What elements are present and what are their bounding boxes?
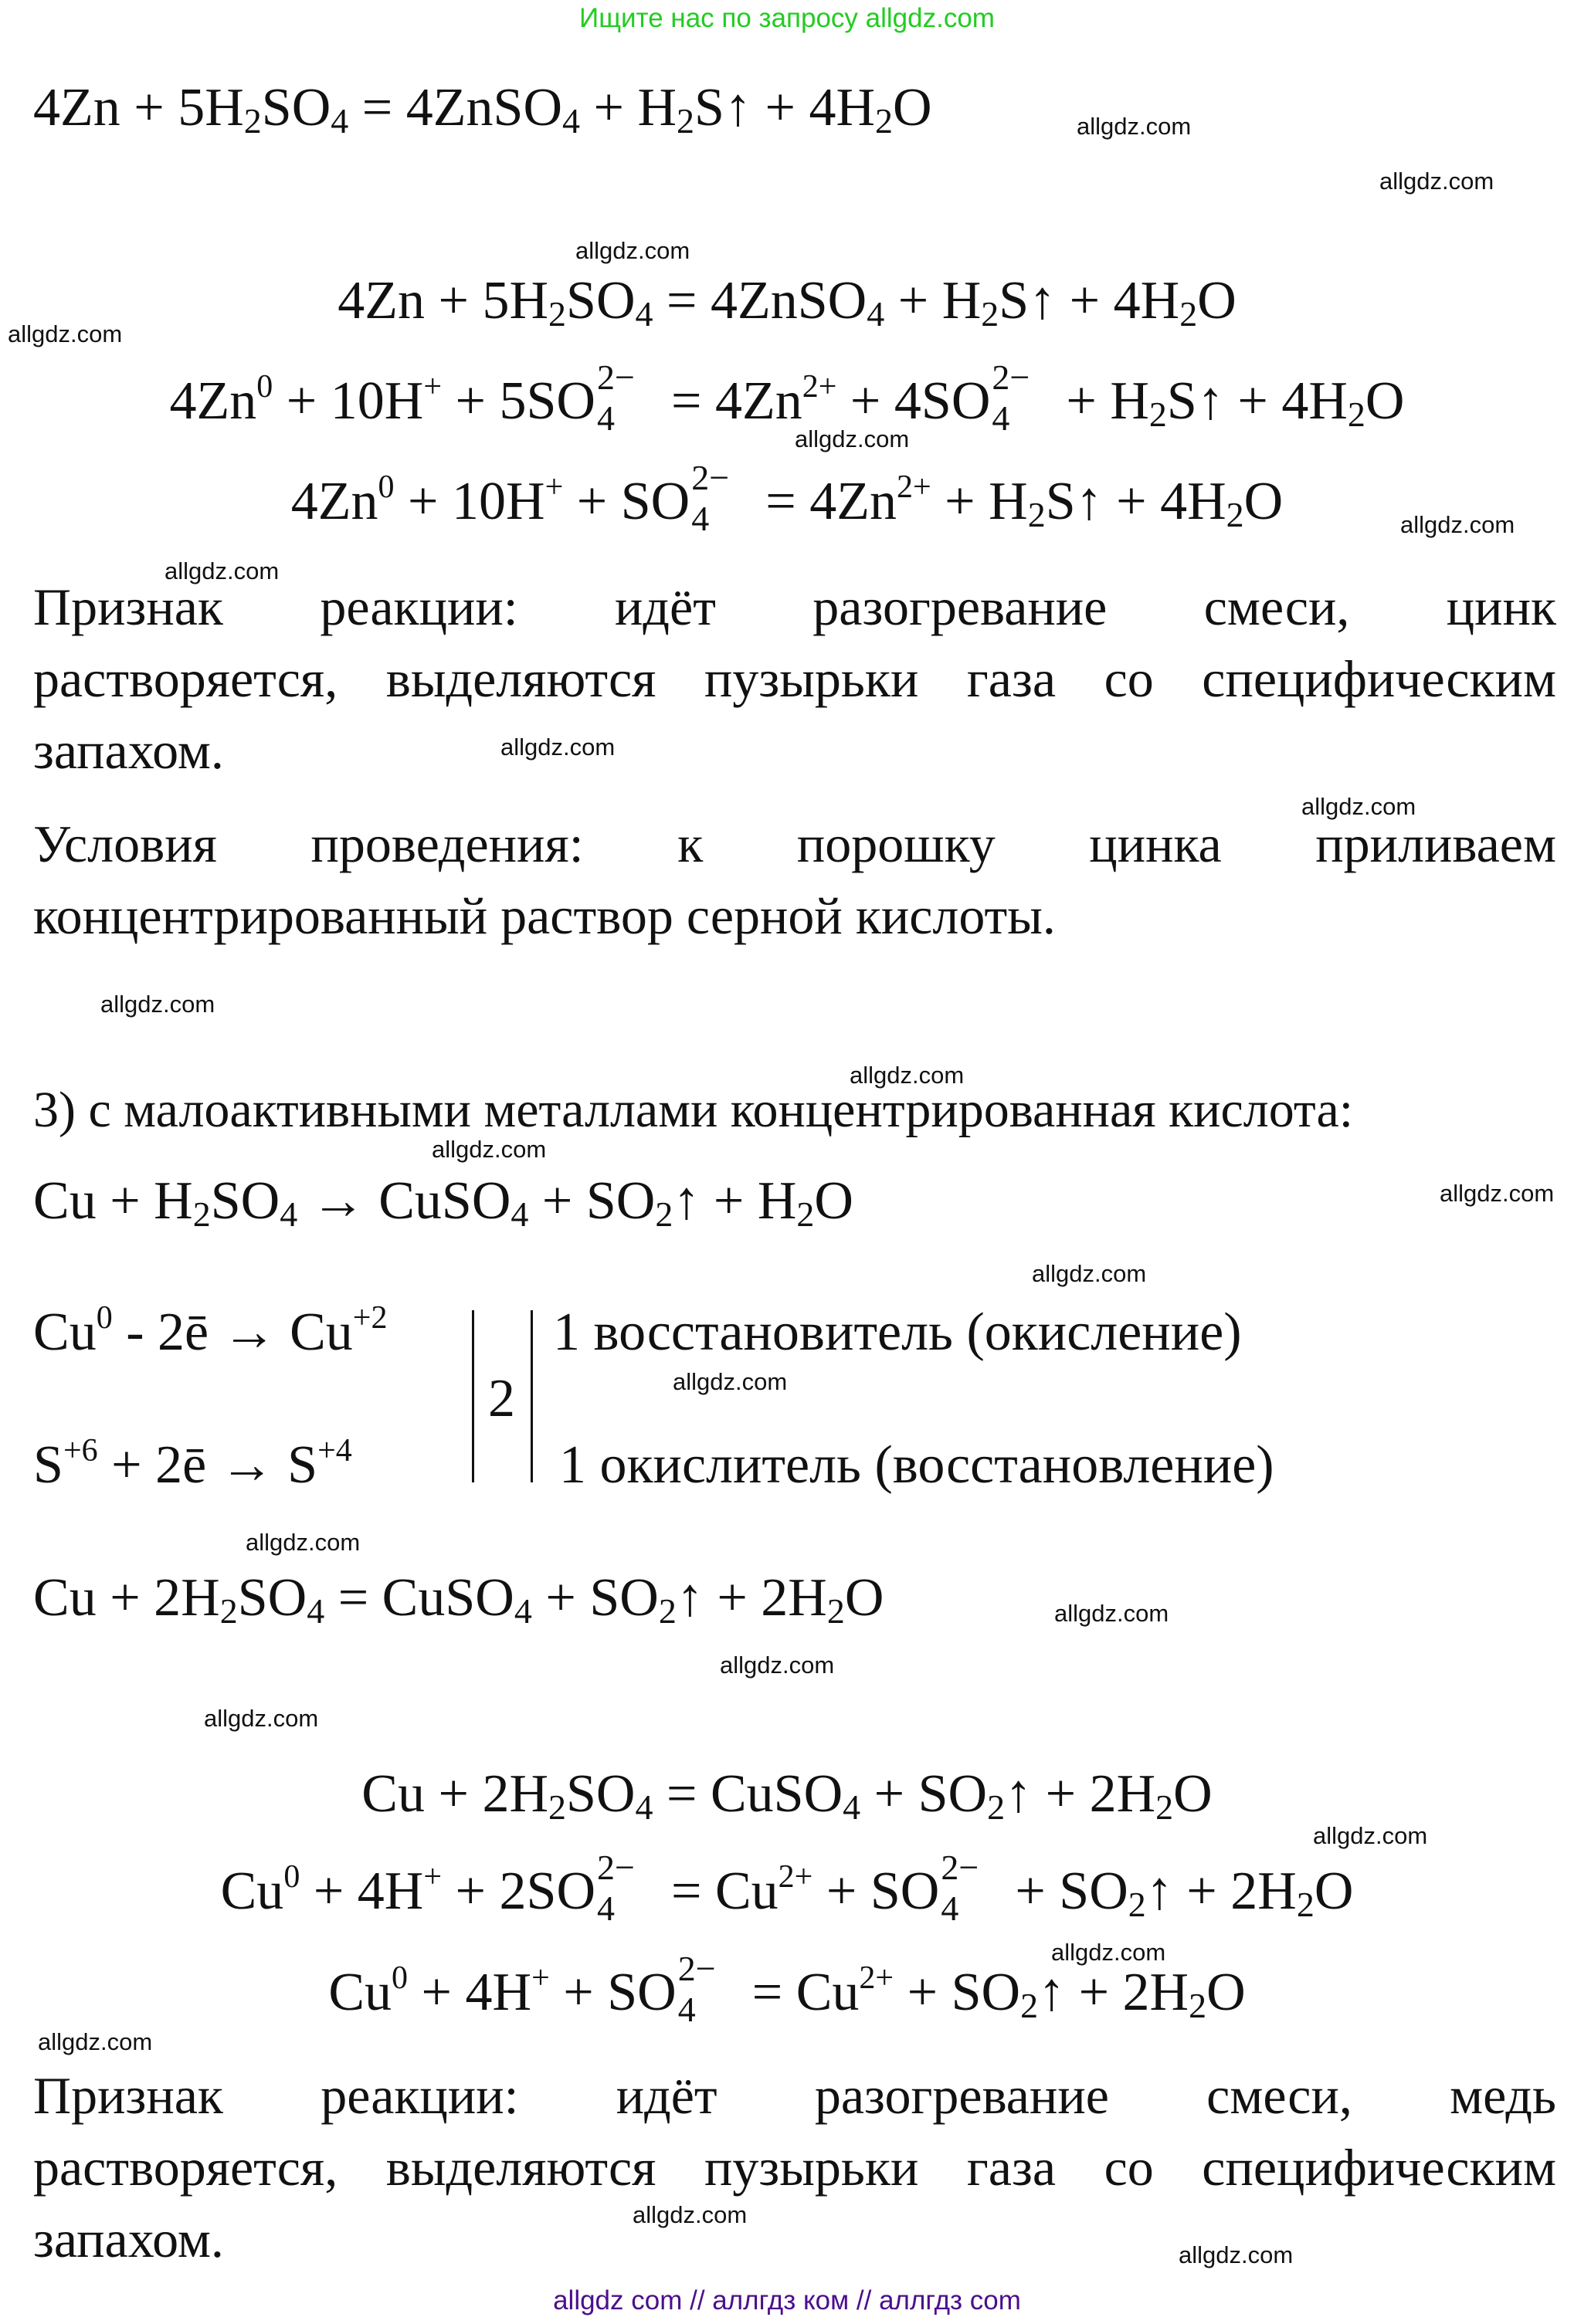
equation-text: + SO bbox=[860, 1764, 988, 1824]
subscript: 4 bbox=[562, 101, 580, 141]
subscript: 2 bbox=[1020, 1986, 1039, 2025]
equation-text: → CuSO bbox=[297, 1171, 511, 1231]
equation-text: + H bbox=[1052, 371, 1149, 431]
subscript: 2 bbox=[677, 101, 695, 141]
watermark: allgdz.com bbox=[575, 237, 690, 264]
subscript: 2 bbox=[655, 1194, 673, 1234]
subscript: 4 bbox=[635, 294, 653, 334]
equation-text: S↑ + 4H bbox=[999, 271, 1180, 330]
watermark: allgdz.com bbox=[1400, 511, 1515, 538]
subscript: 2 bbox=[658, 1591, 677, 1631]
superscript: + bbox=[544, 469, 564, 505]
ion-charge-index bbox=[595, 1848, 658, 1928]
equation-text: O bbox=[1173, 1764, 1213, 1824]
equation-text: SO bbox=[566, 271, 636, 330]
watermark: allgdz.com bbox=[1077, 113, 1192, 140]
watermark: allgdz.com bbox=[720, 1652, 835, 1679]
equation-text: Cu bbox=[33, 1303, 97, 1362]
equation-cu-scheme bbox=[33, 1170, 853, 1232]
ion-charge: 2− bbox=[941, 1848, 979, 1887]
ion-index: 4 bbox=[992, 398, 1010, 438]
watermark: allgdz.com bbox=[633, 2201, 748, 2228]
balance-cu-half-reaction bbox=[33, 1302, 387, 1364]
ion-charge: 2− bbox=[691, 458, 730, 497]
subscript: 2 bbox=[981, 294, 999, 334]
equation-text: O bbox=[1365, 371, 1405, 431]
equation-text: O bbox=[1206, 1963, 1246, 2022]
equation-text: + SO bbox=[531, 1568, 659, 1628]
equation-text: 4Zn bbox=[290, 472, 378, 531]
equation-text: ↑ + H bbox=[673, 1171, 797, 1231]
equation-text: + 10H bbox=[394, 472, 545, 531]
equation-text: Cu + 2H bbox=[361, 1764, 548, 1824]
watermark: allgdz.com bbox=[500, 733, 616, 761]
subscript: 4 bbox=[307, 1591, 325, 1631]
subscript: 4 bbox=[511, 1194, 529, 1234]
equation-cu-molecular-centered bbox=[0, 1763, 1574, 1825]
subscript: 2 bbox=[548, 1787, 566, 1827]
search-banner[interactable]: Ищите нас по запросу allgdz.com bbox=[579, 3, 995, 33]
subscript: 2 bbox=[192, 1194, 211, 1234]
equation-text: = CuSO bbox=[324, 1568, 514, 1628]
watermark: allgdz.com bbox=[1179, 2241, 1294, 2268]
watermark: allgdz.com bbox=[795, 425, 910, 452]
ion-index: 4 bbox=[941, 1889, 959, 1928]
watermark: allgdz.com bbox=[8, 320, 123, 347]
equation-zn-short-ionic bbox=[0, 458, 1574, 538]
equation-text: O bbox=[844, 1568, 884, 1628]
reaction-sign-copper bbox=[33, 2060, 1556, 2275]
equation-text: SO bbox=[261, 78, 331, 137]
superscript: 0 bbox=[256, 369, 273, 405]
equation-text: Cu bbox=[328, 1963, 392, 2022]
equation-text: + 5SO bbox=[442, 371, 595, 431]
equation-zn-molecular bbox=[33, 77, 932, 139]
ion-charge: 2− bbox=[992, 357, 1030, 397]
ion-index: 4 bbox=[596, 398, 615, 438]
equation-text: + H bbox=[931, 472, 1028, 531]
paragraph-line: Признак реакции: идёт разогревание смеси, медь bbox=[33, 2066, 1556, 2125]
equation-text: = CuSO bbox=[653, 1764, 843, 1824]
balance-role-oxidizer: 1 окислитель (восстановление) bbox=[559, 1435, 1274, 1495]
paragraph-line: растворяется, выделяются пузырьки газа со специфическим bbox=[33, 649, 1556, 708]
paragraph-line: Признак реакции: идёт разогревание смеси, цинк bbox=[33, 578, 1556, 636]
ion-index: 4 bbox=[677, 1990, 696, 2029]
equation-text: + 2ē → S bbox=[97, 1435, 318, 1495]
equation-text: + SO bbox=[563, 472, 690, 531]
balance-divider-right bbox=[531, 1310, 533, 1482]
equation-text: + 10H bbox=[273, 371, 424, 431]
subscript: 4 bbox=[280, 1194, 298, 1234]
equation-text: ↑ + 2H bbox=[1038, 1963, 1189, 2022]
subscript: 2 bbox=[1148, 395, 1167, 434]
subscript: 2 bbox=[1128, 1885, 1146, 1924]
equation-text: = Cu bbox=[657, 1862, 779, 1921]
subscript: 2 bbox=[1296, 1885, 1314, 1924]
balance-divider-left bbox=[472, 1310, 474, 1482]
reaction-sign-zinc bbox=[33, 571, 1556, 787]
equation-text: O bbox=[814, 1171, 853, 1231]
subscript: 2 bbox=[1027, 495, 1046, 534]
watermark: allgdz.com bbox=[1051, 1939, 1166, 1966]
subscript: 2 bbox=[1347, 395, 1365, 434]
paragraph-line: растворяется, выделяются пузырьки газа со специфическим bbox=[33, 2138, 1556, 2197]
paragraph-line: концентрированный раствор серной кислоты. bbox=[33, 886, 1056, 945]
equation-text: + 4H bbox=[300, 1862, 424, 1921]
equation-text: ↑ + 2H bbox=[676, 1568, 827, 1628]
section-heading-3: 3) с малоактивными металлами концентрированная кислота: bbox=[33, 1082, 1354, 1138]
superscript: +4 bbox=[317, 1433, 352, 1469]
equation-text: S↑ + 4H bbox=[1045, 472, 1226, 531]
superscript: 2+ bbox=[896, 469, 931, 505]
equation-text: + SO bbox=[528, 1171, 656, 1231]
ion-charge: 2− bbox=[597, 1848, 635, 1887]
superscript: 0 bbox=[392, 1960, 409, 1996]
balance-multiplier: 2 bbox=[488, 1369, 515, 1428]
subscript: 2 bbox=[1226, 495, 1244, 534]
equation-text: ↑ + 2H bbox=[1005, 1764, 1156, 1824]
ion-charge-index bbox=[690, 458, 752, 538]
equation-text: S↑ + 4H bbox=[1166, 371, 1348, 431]
paragraph-line: запахом. bbox=[33, 721, 224, 780]
watermark: allgdz.com bbox=[246, 1529, 361, 1556]
equation-text: O bbox=[1243, 472, 1284, 531]
equation-text: - 2ē → Cu bbox=[112, 1303, 353, 1362]
equation-text: + SO bbox=[549, 1963, 677, 2022]
subscript: 2 bbox=[1189, 1986, 1207, 2025]
subscript: 2 bbox=[243, 101, 262, 141]
equation-text: Cu + 2H bbox=[33, 1568, 220, 1628]
equation-text: S↑ + 4H bbox=[694, 78, 875, 137]
subscript: 4 bbox=[331, 101, 349, 141]
equation-text: 4Zn bbox=[169, 371, 257, 431]
equation-cu-full-ionic bbox=[0, 1848, 1574, 1928]
equation-text: SO bbox=[566, 1764, 636, 1824]
subscript: 2 bbox=[1179, 294, 1198, 334]
ion-charge: 2− bbox=[677, 1949, 716, 1988]
watermark: allgdz.com bbox=[1301, 793, 1416, 820]
superscript: + bbox=[423, 369, 443, 405]
equation-text: + H bbox=[884, 271, 982, 330]
superscript: +2 bbox=[352, 1300, 388, 1336]
equation-zn-molecular-centered bbox=[0, 270, 1574, 332]
watermark: allgdz.com bbox=[432, 1136, 547, 1163]
subscript: 2 bbox=[796, 1194, 815, 1234]
equation-text: Cu bbox=[220, 1862, 284, 1921]
watermark: allgdz.com bbox=[1032, 1260, 1147, 1287]
footer-links[interactable]: allgdz com // аллгдз ком // аллгдз com bbox=[553, 2285, 1021, 2316]
ion-index: 4 bbox=[597, 1889, 615, 1928]
watermark: allgdz.com bbox=[100, 991, 215, 1018]
equation-text: SO bbox=[210, 1171, 280, 1231]
equation-text: = 4ZnSO bbox=[653, 271, 867, 330]
equation-text: = 4ZnSO bbox=[348, 78, 562, 137]
ion-charge: 2− bbox=[596, 357, 635, 397]
equation-text: + H bbox=[580, 78, 677, 137]
equation-text: + 4SO bbox=[836, 371, 991, 431]
equation-cu-molecular bbox=[33, 1567, 884, 1629]
equation-text: S bbox=[33, 1435, 63, 1495]
watermark: allgdz.com bbox=[1440, 1180, 1555, 1207]
watermark: allgdz.com bbox=[850, 1062, 965, 1089]
equation-text: = 4Zn bbox=[657, 371, 802, 431]
equation-text: + 2SO bbox=[442, 1862, 595, 1921]
reaction-conditions-zinc bbox=[33, 808, 1556, 952]
superscript: + bbox=[423, 1859, 443, 1895]
equation-text: = 4Zn bbox=[751, 472, 897, 531]
superscript: + bbox=[531, 1960, 550, 1996]
equation-text: 4Zn + 5H bbox=[33, 78, 244, 137]
subscript: 2 bbox=[548, 294, 567, 334]
superscript: 0 bbox=[283, 1859, 300, 1895]
superscript: +6 bbox=[63, 1433, 98, 1469]
watermark: allgdz.com bbox=[1054, 1600, 1169, 1627]
equation-text: + SO bbox=[894, 1963, 1021, 2022]
equation-text: + SO bbox=[812, 1862, 940, 1921]
equation-text: O bbox=[1197, 271, 1236, 330]
watermark: allgdz.com bbox=[204, 1705, 319, 1732]
equation-text: Cu + H bbox=[33, 1171, 193, 1231]
equation-zn-full-ionic bbox=[0, 357, 1574, 438]
superscript: 0 bbox=[378, 469, 395, 505]
ion-index: 4 bbox=[691, 499, 710, 538]
subscript: 4 bbox=[843, 1787, 861, 1827]
equation-text: 4Zn + 5H bbox=[338, 271, 549, 330]
watermark: allgdz.com bbox=[38, 2028, 153, 2055]
subscript: 2 bbox=[875, 101, 893, 141]
subscript: 4 bbox=[867, 294, 885, 334]
subscript: 4 bbox=[635, 1787, 653, 1827]
superscript: 0 bbox=[96, 1300, 113, 1336]
subscript: 4 bbox=[514, 1591, 532, 1631]
balance-role-reducer: 1 восстановитель (окисление) bbox=[553, 1303, 1242, 1362]
balance-s-half-reaction bbox=[33, 1435, 352, 1496]
equation-text: = Cu bbox=[738, 1963, 860, 2022]
subscript: 2 bbox=[987, 1787, 1006, 1827]
superscript: 2+ bbox=[802, 369, 837, 405]
equation-text: ↑ + 2H bbox=[1145, 1862, 1297, 1921]
watermark: allgdz.com bbox=[1313, 1822, 1428, 1849]
paragraph-line: Условия проведения: к порошку цинка приливаем bbox=[33, 815, 1556, 873]
equation-text: SO bbox=[237, 1568, 307, 1628]
ion-charge-index bbox=[677, 1949, 739, 2029]
superscript: 2+ bbox=[859, 1960, 894, 1996]
equation-text: O bbox=[1314, 1862, 1354, 1921]
equation-text: + 4H bbox=[408, 1963, 532, 2022]
equation-text: + SO bbox=[1001, 1862, 1128, 1921]
superscript: 2+ bbox=[778, 1859, 813, 1895]
ion-charge-index bbox=[939, 1848, 1002, 1928]
subscript: 2 bbox=[1155, 1787, 1174, 1827]
watermark: allgdz.com bbox=[165, 557, 280, 584]
subscript: 2 bbox=[219, 1591, 238, 1631]
watermark: allgdz.com bbox=[673, 1368, 788, 1395]
watermark: allgdz.com bbox=[1379, 168, 1494, 195]
subscript: 2 bbox=[826, 1591, 845, 1631]
paragraph-line: запахом. bbox=[33, 2210, 224, 2268]
equation-text: O bbox=[893, 78, 932, 137]
